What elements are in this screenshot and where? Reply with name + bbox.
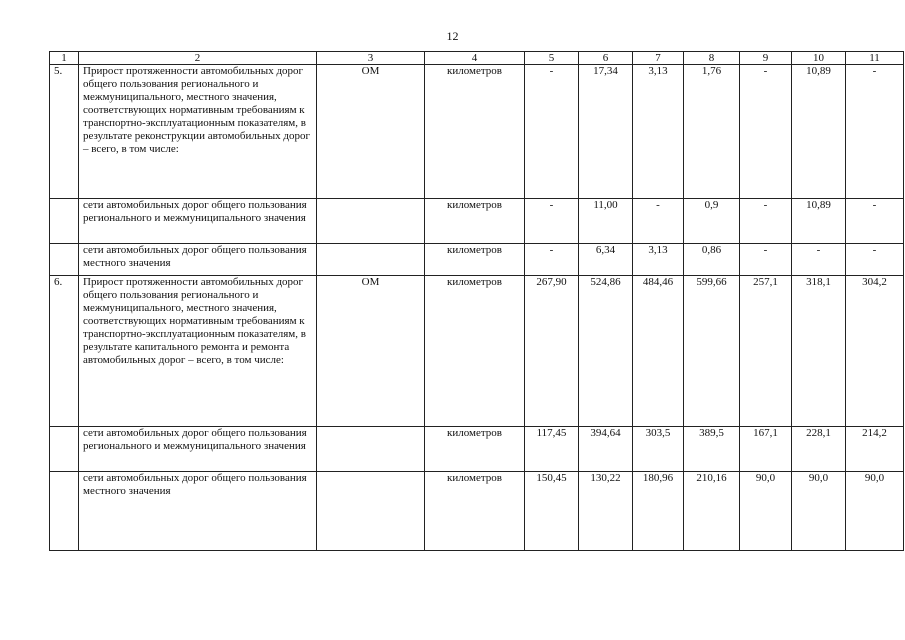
value-cell: 0,86 — [684, 244, 740, 276]
row-number — [50, 244, 79, 276]
row-number — [50, 199, 79, 244]
column-header: 10 — [792, 52, 846, 65]
value-cell: 524,86 — [579, 276, 633, 427]
value-cell: 210,16 — [684, 472, 740, 551]
value-cell: 11,00 — [579, 199, 633, 244]
table-row — [50, 276, 904, 427]
row-number: 6. — [50, 276, 79, 427]
value-cell: 17,34 — [579, 65, 633, 199]
indicator-name: Прирост протяженности автомобильных дорог общего пользования регионального и межмуниципального, местного значения, соответствующих нормативным требованиям к транспортно-эксплуатационным показателям, в результате капитального ремонта и ремонта автомобильных дорог – всего, в том числе: — [79, 276, 317, 427]
table-row — [50, 65, 904, 199]
value-cell: 90,0 — [740, 472, 792, 551]
column-header: 5 — [525, 52, 579, 65]
column-header: 6 — [579, 52, 633, 65]
column-header: 3 — [317, 52, 425, 65]
column-header: 7 — [633, 52, 684, 65]
value-cell: 150,45 — [525, 472, 579, 551]
column-header: 8 — [684, 52, 740, 65]
value-cell: 228,1 — [792, 427, 846, 472]
value-cell: 130,22 — [579, 472, 633, 551]
value-cell: - — [846, 65, 904, 199]
indicator-type — [317, 472, 425, 551]
unit: километров — [425, 276, 525, 427]
value-cell: - — [846, 199, 904, 244]
column-header: 1 — [50, 52, 79, 65]
column-header: 2 — [79, 52, 317, 65]
unit: километров — [425, 65, 525, 199]
indicator-name: сети автомобильных дорог общего пользования местного значения — [79, 244, 317, 276]
value-cell: - — [525, 244, 579, 276]
value-cell: 304,2 — [846, 276, 904, 427]
indicators-table — [49, 51, 904, 551]
page-number: 12 — [446, 29, 459, 43]
row-number: 5. — [50, 65, 79, 199]
table-header-row — [50, 52, 904, 65]
indicator-type: ОМ — [317, 276, 425, 427]
value-cell: 3,13 — [633, 244, 684, 276]
value-cell: - — [846, 244, 904, 276]
column-header: 9 — [740, 52, 792, 65]
column-header: 11 — [846, 52, 904, 65]
unit: километров — [425, 472, 525, 551]
unit: километров — [425, 244, 525, 276]
column-header: 4 — [425, 52, 525, 65]
row-number — [50, 472, 79, 551]
indicator-type: ОМ — [317, 65, 425, 199]
indicator-type — [317, 427, 425, 472]
table-row — [50, 427, 904, 472]
value-cell: 267,90 — [525, 276, 579, 427]
value-cell: - — [740, 244, 792, 276]
value-cell: 1,76 — [684, 65, 740, 199]
value-cell: 10,89 — [792, 199, 846, 244]
unit: километров — [425, 199, 525, 244]
indicator-name: сети автомобильных дорог общего пользования регионального и межмуниципального значения — [79, 427, 317, 472]
row-number — [50, 427, 79, 472]
indicator-name: Прирост протяженности автомобильных дорог общего пользования регионального и межмуниципального, местного значения, соответствующих нормативным требованиям к транспортно-эксплуатационным показателям, в результате реконструкции автомобильных дорог – всего, в том числе: — [79, 65, 317, 199]
value-cell: 394,64 — [579, 427, 633, 472]
value-cell: 90,0 — [846, 472, 904, 551]
value-cell: 117,45 — [525, 427, 579, 472]
value-cell: 10,89 — [792, 65, 846, 199]
table-row — [50, 244, 904, 276]
unit: километров — [425, 427, 525, 472]
value-cell: 167,1 — [740, 427, 792, 472]
value-cell: 6,34 — [579, 244, 633, 276]
value-cell: 3,13 — [633, 65, 684, 199]
value-cell: 214,2 — [846, 427, 904, 472]
value-cell: 318,1 — [792, 276, 846, 427]
value-cell: 180,96 — [633, 472, 684, 551]
value-cell: 303,5 — [633, 427, 684, 472]
value-cell: 90,0 — [792, 472, 846, 551]
indicator-type — [317, 199, 425, 244]
indicator-name: сети автомобильных дорог общего пользования регионального и межмуниципального значения — [79, 199, 317, 244]
value-cell: - — [525, 65, 579, 199]
value-cell: 0,9 — [684, 199, 740, 244]
value-cell: - — [525, 199, 579, 244]
table-row — [50, 199, 904, 244]
table-row — [50, 472, 904, 551]
value-cell: 484,46 — [633, 276, 684, 427]
value-cell: - — [792, 244, 846, 276]
value-cell: - — [740, 199, 792, 244]
value-cell: - — [740, 65, 792, 199]
indicator-name: сети автомобильных дорог общего пользования местного значения — [79, 472, 317, 551]
value-cell: 599,66 — [684, 276, 740, 427]
value-cell: - — [633, 199, 684, 244]
value-cell: 389,5 — [684, 427, 740, 472]
value-cell: 257,1 — [740, 276, 792, 427]
indicator-type — [317, 244, 425, 276]
